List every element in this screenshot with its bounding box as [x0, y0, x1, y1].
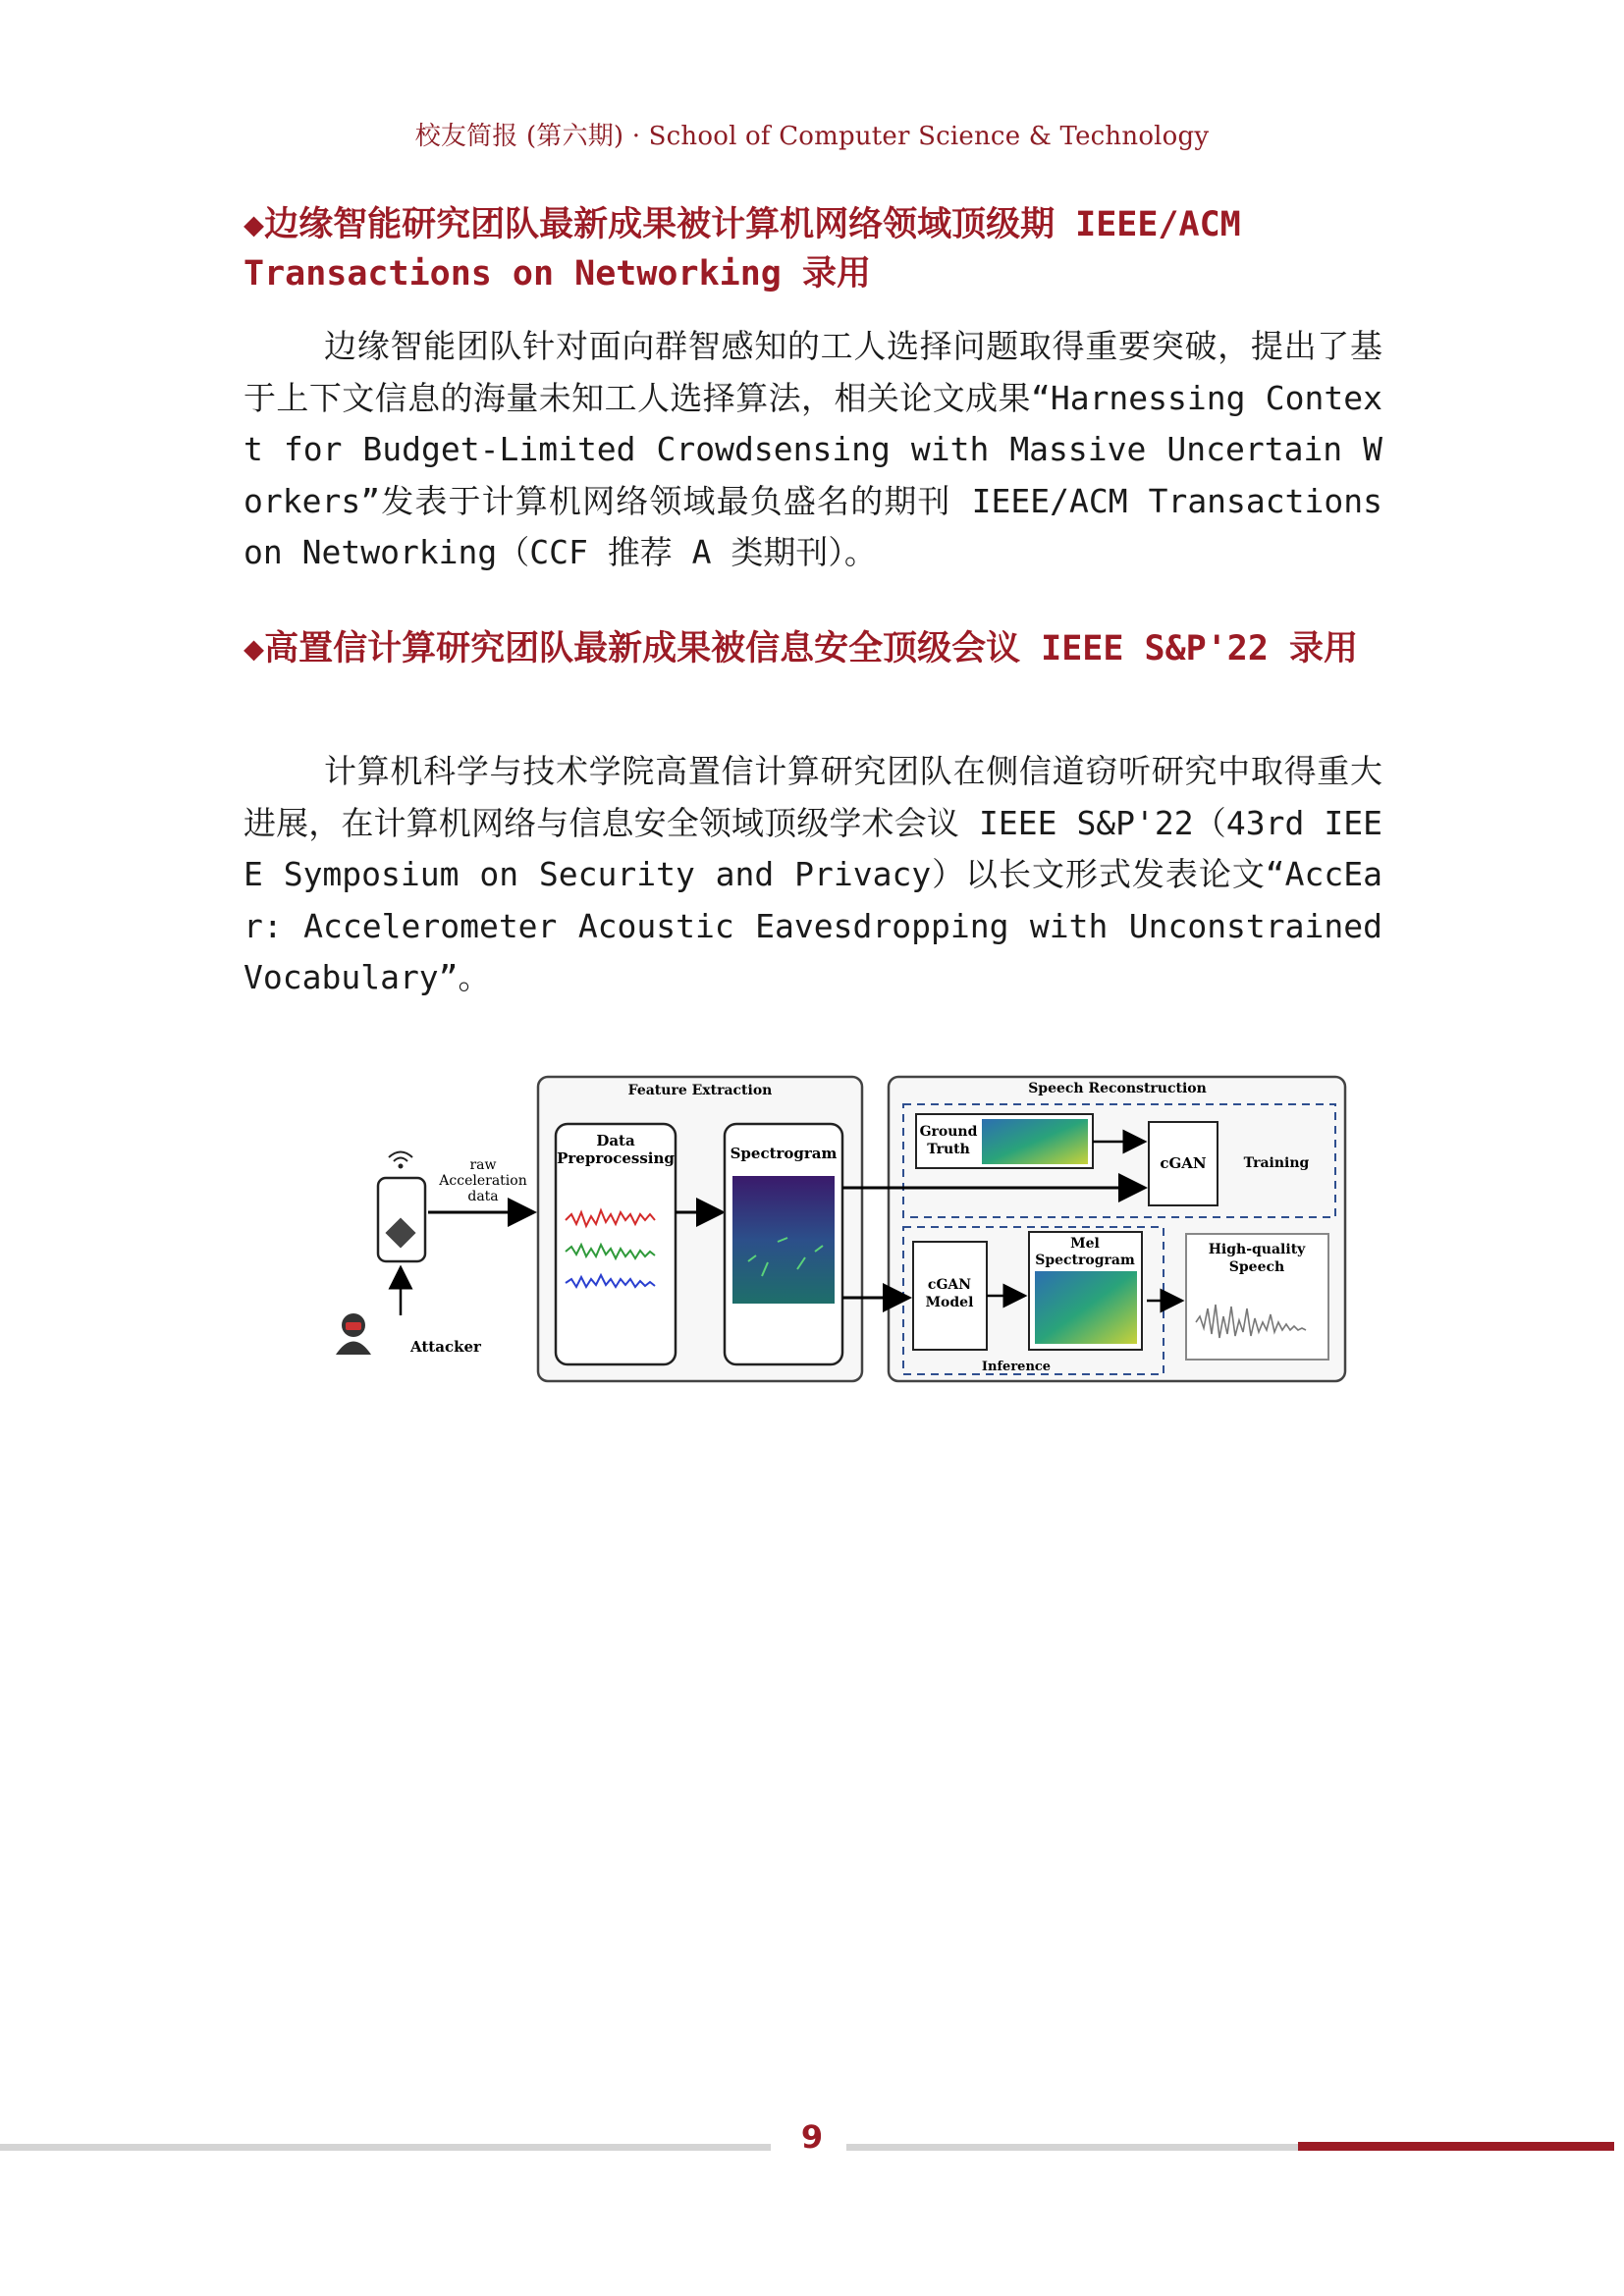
phone-icon — [378, 1178, 425, 1261]
cgan-training-label: cGAN — [1160, 1154, 1207, 1172]
attacker-label: Attacker — [410, 1338, 481, 1356]
high-quality-speech-label-2: Speech — [1228, 1259, 1285, 1275]
page-number: 9 — [800, 2118, 824, 2156]
feature-extraction-title: Feature Extraction — [627, 1083, 773, 1098]
accear-pipeline-figure — [324, 1065, 1355, 1389]
page-header: 校友简报 (第六期) · School of Computer Science & Technology — [414, 122, 1210, 151]
section-title-edge-intelligence: ◆边缘智能研究团队最新成果被计算机网络领域顶级期 IEEE/ACM Transactions on Networking 录用 — [244, 205, 1241, 294]
mel-spectrogram-label-2: Spectrogram — [1035, 1253, 1135, 1268]
ground-truth-label-2: Truth — [927, 1142, 970, 1157]
cgan-model-label-1: cGAN — [927, 1277, 972, 1293]
mel-spectrogram-image — [1035, 1271, 1137, 1344]
footer-rule-left — [0, 2144, 771, 2151]
section-title-high-confidence: ◆高置信计算研究团队最新成果被信息安全顶级会议 IEEE S&P'22 录用 — [244, 629, 1359, 668]
section-body-high-confidence: 计算机科学与技术学院高置信计算研究团队在侧信道窃听研究中取得重大进展，在计算机网络与信息安全领域顶级学术会议 IEEE S&P'22（43rd IEEE Symposium on Security and Privacy）以长文形式发表论文“AccEar: Accelerometer Acoustic Eavesdropping with Unconstrained Vocabulary”。 — [244, 752, 1382, 996]
footer-rule-accent — [1298, 2142, 1614, 2151]
attacker-icon — [336, 1313, 371, 1355]
section-body-edge-intelligence: 边缘智能团队针对面向群智感知的工人选择问题取得重要突破，提出了基于上下文信息的海量未知工人选择算法，相关论文成果“Harnessing Context for Budget-Limited Crowdsensing with Massive Uncertain Workers”发表于计算机网络领域最负盛名的期刊 IEEE/ACM Transactions on Networking（CCF 推荐 A 类期刊）。 — [244, 327, 1382, 571]
raw-label-1: raw — [469, 1157, 497, 1173]
training-label: Training — [1243, 1155, 1310, 1171]
ground-truth-image — [982, 1119, 1088, 1164]
wifi-icon — [389, 1152, 412, 1169]
data-preprocessing-label-1: Data — [596, 1132, 635, 1149]
raw-label-2: Acceleration — [439, 1173, 527, 1189]
high-quality-speech-label-1: High-quality — [1208, 1242, 1306, 1257]
mel-spectrogram-label-1: Mel — [1070, 1236, 1100, 1252]
inference-label: Inference — [981, 1360, 1052, 1374]
ground-truth-label-1: Ground — [919, 1124, 978, 1140]
raw-label-3: data — [467, 1189, 499, 1204]
data-preprocessing-label-2: Preprocessing — [557, 1149, 675, 1167]
speech-reconstruction-title: Speech Reconstruction — [1028, 1081, 1207, 1096]
cgan-model-label-2: Model — [925, 1295, 974, 1310]
footer-rule-middle — [846, 2144, 1298, 2151]
spectrogram-label: Spectrogram — [730, 1145, 838, 1162]
